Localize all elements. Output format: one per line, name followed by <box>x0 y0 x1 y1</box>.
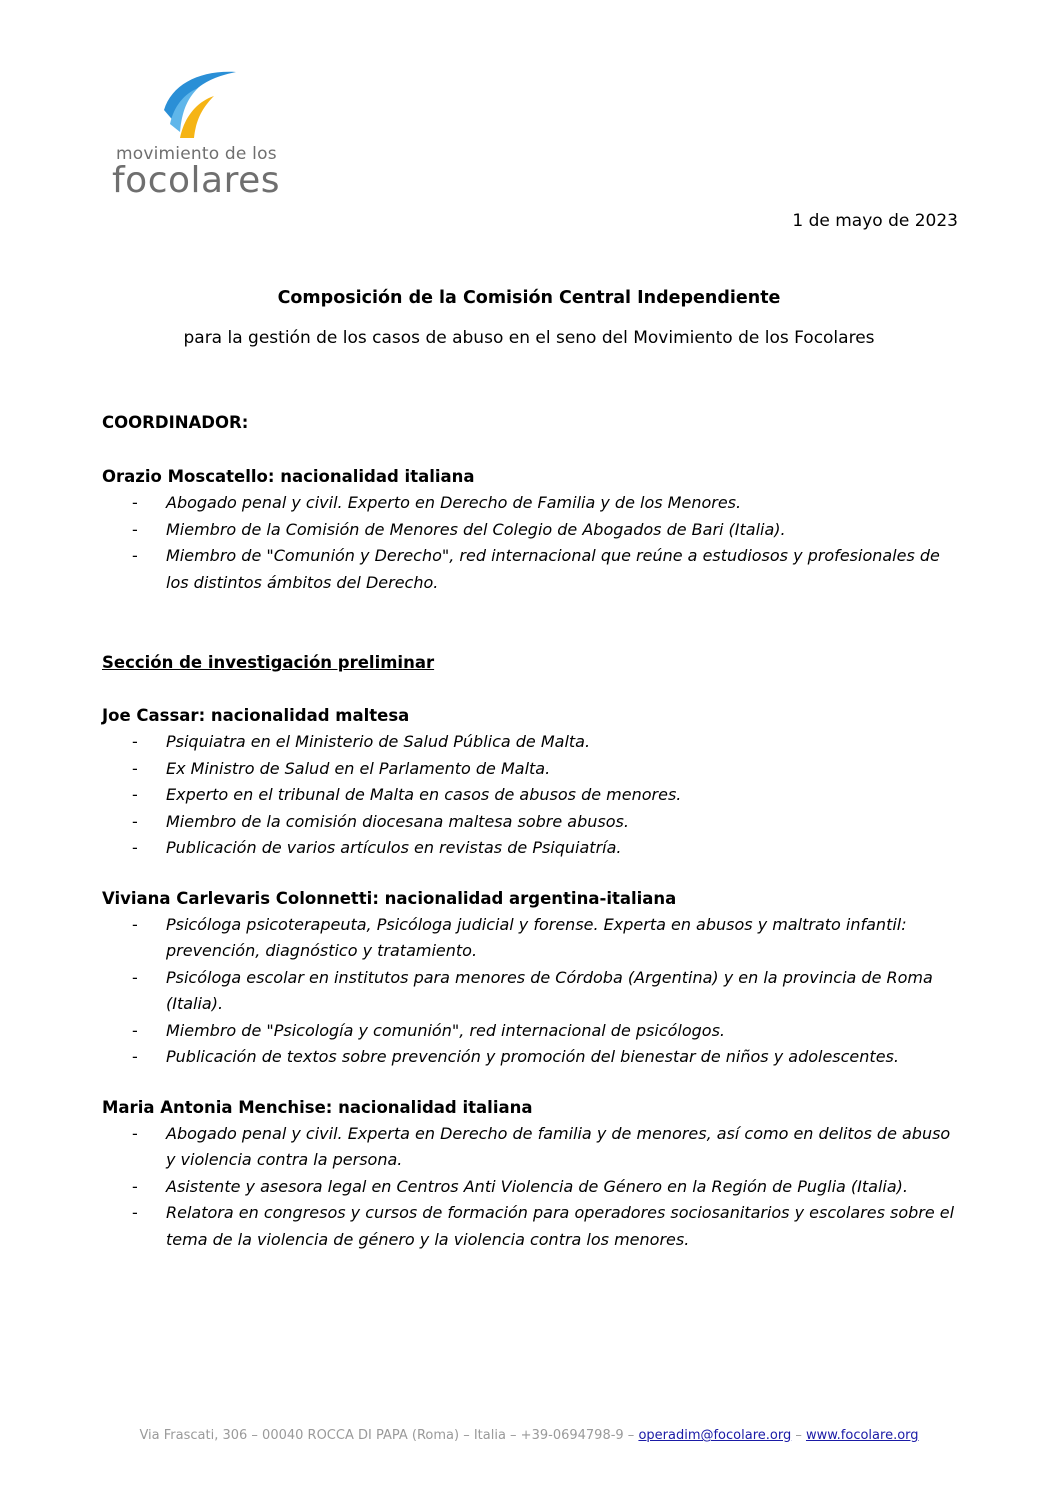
list-item: - Ex Ministro de Salud en el Parlamento de Malta. <box>132 758 551 778</box>
document-title: Composición de la Comisión Central Independiente <box>277 288 781 308</box>
list-item: - Psiquiatra en el Ministerio de Salud Pública de Malta. <box>132 732 591 751</box>
list-item: - Abogado penal y civil. Experto en Derecho de Familia y de los Menores. <box>132 493 742 512</box>
list-item: - Experto en el tribunal de Malta en casos de abusos de menores. <box>132 785 682 804</box>
member-items <box>102 729 962 862</box>
list-item: - Abogado penal y civil. Experta en Derecho de familia y de menores, así como en delitos de abuso y violencia contra la persona. <box>132 1123 951 1169</box>
footer-address: Via Frascati, 306 – 00040 ROCCA DI PAPA (Roma) – Italia – +39-0694798-9 – <box>139 1428 639 1443</box>
coordinator-items <box>102 490 962 596</box>
list-item: - Asistente y asesora legal en Centros Anti Violencia de Género en la Región de Puglia (Italia). <box>132 1176 908 1196</box>
member-items <box>102 912 962 1071</box>
footer-email-link[interactable]: operadim@focolare.org <box>638 1428 792 1443</box>
list-item: - Psicóloga escolar en institutos para menores de Córdoba (Argentina) y en la provincia de Roma (Italia). <box>132 967 954 1013</box>
document-subtitle: para la gestión de los casos de abuso en el seno del Movimiento de los Focolares <box>183 328 875 348</box>
list-item: - Publicación de textos sobre prevención y promoción del bienestar de niños y adolescentes. <box>132 1047 899 1066</box>
list-item: - Miembro de "Comunión y Derecho", red internacional que reúne a estudiosos y profesionales de los distintos ámbitos del Derecho. <box>132 546 940 592</box>
list-item: - Miembro de la Comisión de Menores del Colegio de Abogados de Bari (Italia). <box>132 519 786 539</box>
list-item: - Miembro de "Psicología y comunión", red internacional de psicólogos. <box>132 1020 725 1040</box>
logo-text-line2: focolares <box>112 160 280 201</box>
list-item: - Miembro de la comisión diocesana maltesa sobre abusos. <box>132 811 629 831</box>
document-body <box>102 410 962 1253</box>
footer-website-link[interactable]: www.focolare.org <box>805 1428 919 1443</box>
section-heading: Sección de investigación preliminar <box>102 653 435 672</box>
list-item: - Publicación de varios artículos en revistas de Psiquiatría. <box>132 838 622 857</box>
coordinator-name: Orazio Moscatello: nacionalidad italiana <box>102 467 475 486</box>
list-item: - Relatora en congresos y cursos de formación para operadores sociosanitarios y escolares sobre el tema de la violencia de género y la violencia contra los menores. <box>132 1203 955 1249</box>
list-item: - Psicóloga psicoterapeuta, Psicóloga judicial y forense. Experta en abusos y maltrato infantil: prevención, diagnóstico y tratamiento. <box>132 914 907 960</box>
member-name: Joe Cassar: nacionalidad maltesa <box>102 706 410 725</box>
logo-text-line1: movimiento de los <box>116 144 277 164</box>
member-name: Viviana Carlevaris Colonnetti: nacionalidad argentina-italiana <box>102 888 677 908</box>
coordinator-heading: COORDINADOR: <box>102 413 249 432</box>
document-date: 1 de mayo de 2023 <box>792 211 958 231</box>
footer-separator: – <box>791 1428 806 1443</box>
member-items <box>102 1121 962 1254</box>
page-footer <box>0 1428 1058 1443</box>
member-name: Maria Antonia Menchise: nacionalidad italiana <box>102 1097 533 1117</box>
focolare-logo <box>108 66 308 206</box>
focolare-logo-icon <box>160 66 240 140</box>
